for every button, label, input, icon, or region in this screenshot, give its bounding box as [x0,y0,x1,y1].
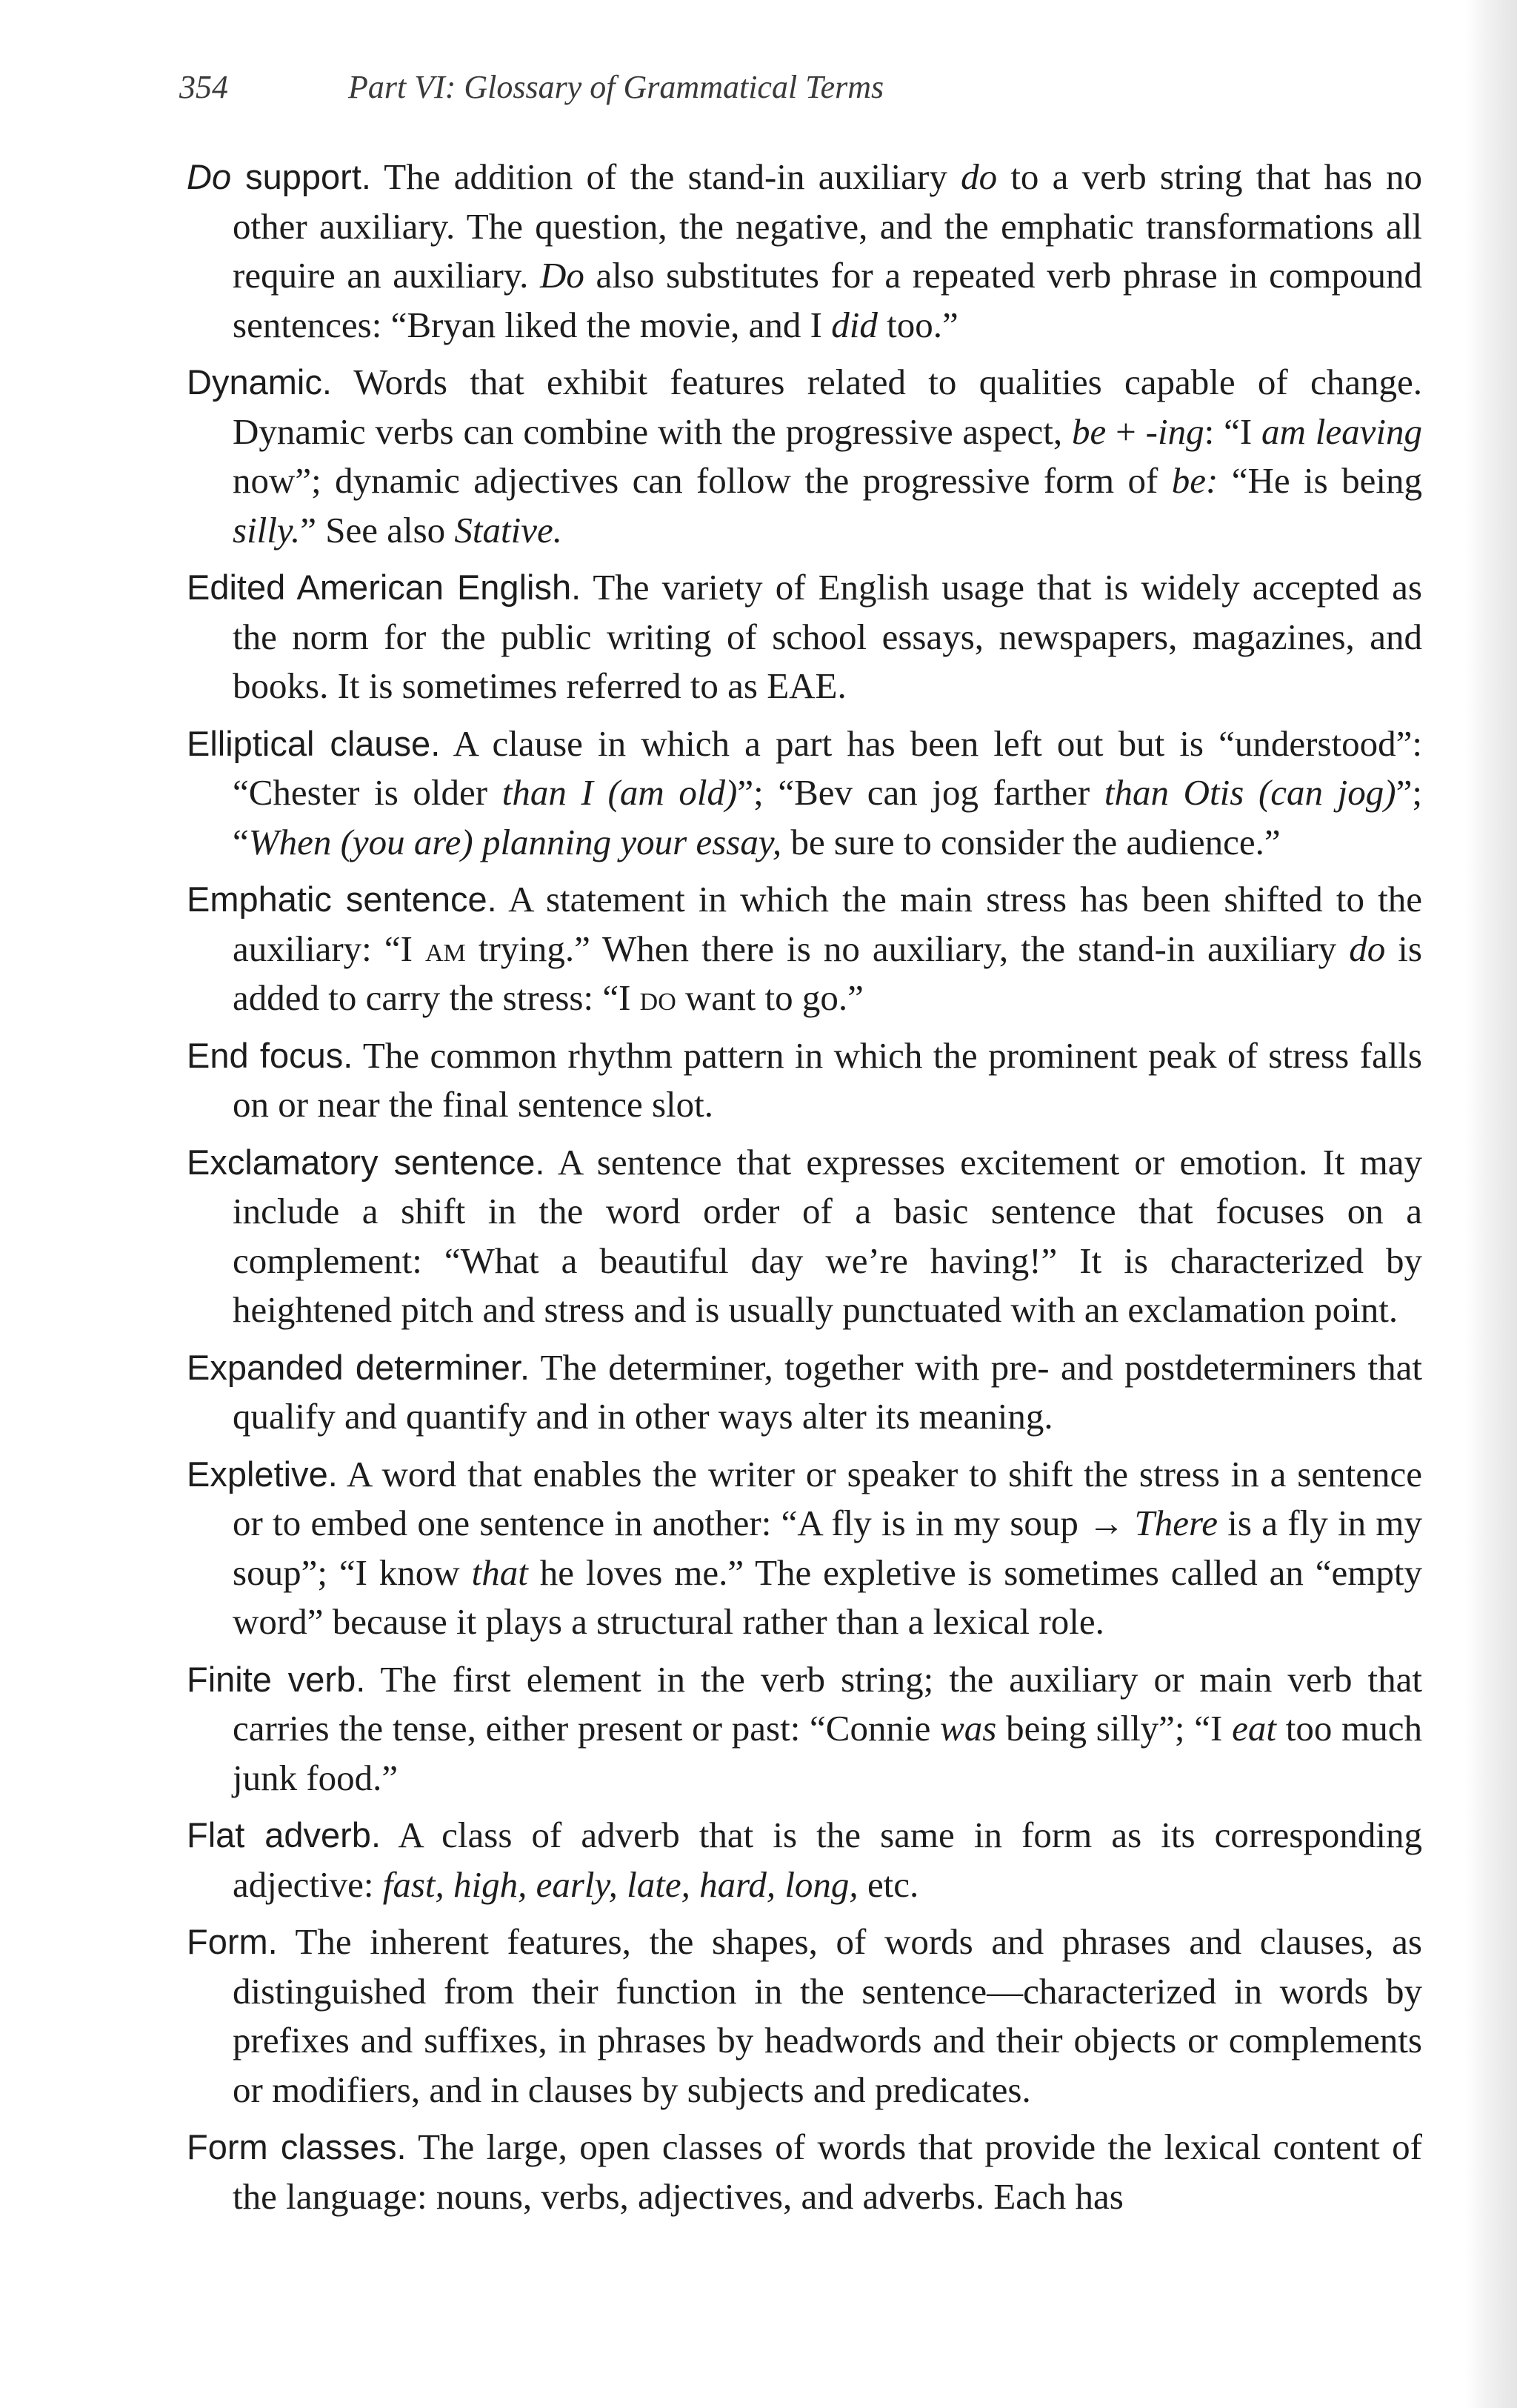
definition-italic-text: Stative. [454,509,562,551]
glossary-term-lead: Do [187,157,232,196]
definition-text: A class of adverb that is the same in form as its corresponding adjective: [233,1815,1422,1905]
definition-text: he loves me.” The expletive is sometimes called an “empty word” because it plays a structural rather than a lexical role. [233,1551,1422,1642]
glossary-entry [187,1655,1422,1803]
definition-italic-text: Do [540,255,584,296]
running-header [179,68,884,106]
definition-italic-text: eat [1232,1708,1276,1749]
definition-text: The determiner, together with pre- and postdeterminers that qualify and quantify and in other ways alter its meaning. [233,1346,1423,1437]
definition-text: too.” [877,304,958,345]
definition-italic-text: fast, high, early, late, hard, long, [382,1863,858,1905]
definition-text: Words that exhibit features related to qualities capable of change. Dynamic verbs can combine with the progressive aspect, [233,362,1422,452]
glossary-term-text: Dynamic. [187,362,332,402]
glossary-definition [233,156,1422,345]
running-title: Part VI: Glossary of Grammatical Terms [348,69,884,105]
definition-italic-text: than Otis (can jog) [1104,772,1396,813]
glossary-term-text: Expanded determiner. [187,1347,530,1387]
definition-italic-text: do [961,156,998,197]
glossary-entry [187,563,1422,711]
glossary-term [187,157,371,196]
glossary-definition [233,1659,1422,1798]
definition-italic-text: am leaving [1261,410,1422,452]
glossary-entry [187,1450,1422,1647]
definition-text: The variety of English usage that is widely accepted as the norm for the public writing of school essays, newspapers, magazines, and books. It is sometimes referred to as EAE. [233,567,1422,706]
page-edge-shadow [1465,0,1517,2408]
glossary-term [187,1143,544,1182]
definition-text: : “I [1204,410,1262,452]
glossary-term [187,1922,278,1961]
definition-text: too much junk food.” [233,1708,1422,1798]
glossary-term-text: Form. [187,1922,278,1961]
glossary-entry [187,153,1422,350]
definition-text: + [1106,410,1146,452]
definition-text: A statement in which the main stress has been shifted to the auxiliary: “I [233,879,1422,969]
definition-text: to a verb string that has no other auxiliary. The question, the negative, and the emphatic transformations all require an auxiliary. [233,156,1422,296]
glossary-term [187,362,332,402]
glossary-entry [187,875,1422,1023]
definition-text: also substitutes for a repeated verb phrase in compound sentences: “Bryan liked the movie, and I [233,255,1422,345]
definition-text: do [639,977,676,1018]
definition-italic-text: did [831,304,878,345]
definition-text: be sure to consider the audience.” [781,821,1281,862]
definition-italic-text: be: [1171,460,1218,501]
glossary-term [187,1036,353,1075]
glossary-term-text: support. [231,157,371,196]
definition-italic-text: -ing [1145,410,1204,452]
glossary-term [187,879,497,919]
definition-text: now”; dynamic adjectives can follow the progressive form of [233,460,1172,501]
definition-text: want to go.” [676,977,864,1018]
glossary-term [187,1348,530,1387]
glossary-term-text: Expletive. [187,1454,338,1494]
glossary-term-text: Finite verb. [187,1659,366,1699]
glossary-definition [233,1454,1422,1643]
definition-text: ”; “Bev can jog farther [737,772,1104,813]
definition-text: etc. [858,1863,919,1905]
glossary-entry [187,1343,1422,1442]
definition-text: The large, open classes of words that provide the lexical content of the language: nouns, verbs, adjectives, and adverbs. Each has [233,2126,1422,2217]
glossary-entry [187,1811,1422,1909]
definition-text: ”; “ [233,772,1422,862]
definition-text: The common rhythm pattern in which the prominent peak of stress falls on or near the final sentence slot. [233,1034,1422,1125]
glossary-definition [233,362,1422,551]
definition-text: am [424,928,466,969]
glossary-entry [187,2123,1422,2221]
glossary-term [187,568,581,607]
glossary-definition [233,2126,1422,2217]
definition-text: The addition of the stand-in auxiliary [370,156,961,197]
glossary-term-text: Form classes. [187,2127,407,2166]
definition-italic-text: silly. [233,509,301,551]
definition-italic-text: be [1072,410,1107,452]
glossary-definition [233,1815,1422,1905]
glossary-entries [187,153,1422,2229]
glossary-term [187,1454,338,1494]
glossary-term [187,724,440,763]
definition-text: is added to carry the stress: “I [233,928,1422,1018]
glossary-entry [187,358,1422,555]
glossary-term [187,2127,407,2166]
glossary-entry [187,1031,1422,1130]
definition-italic-text: that [471,1551,528,1593]
definition-italic-text: When (you are) planning your essay, [248,821,782,862]
glossary-term [187,1660,365,1699]
glossary-term-text: Emphatic sentence. [187,879,497,919]
glossary-definition [233,1035,1422,1125]
glossary-term-text: Exclamatory sentence. [187,1142,545,1182]
glossary-term-text: Edited American English. [187,568,581,607]
glossary-entry [187,1918,1422,2115]
definition-text: A sentence that expresses excitement or emotion. It may include a shift in the word order of a basic sentence that focuses on a complement: “What a beautiful day we’re having!” It is characterized by heightened pitch and stress and is usually punctuated with an exclamation point. [233,1141,1422,1330]
glossary-term-text: End focus. [187,1035,353,1075]
definition-text: A word that enables the writer or speaker to shift the stress in a sentence or to embed one sentence in another: “A fly is in my soup → [233,1453,1422,1543]
glossary-term-text: Flat adverb. [187,1815,381,1855]
definition-text: being silly”; “I [996,1708,1233,1749]
definition-text: ” See also [300,509,455,551]
glossary-entry [187,719,1422,868]
definition-text: The inherent features, the shapes, of words and phrases and clauses, as distinguished from their function in the sentence—characterized in words by prefixes and suffixes, in phrases by headwords and their objects or complements or modifiers, and in clauses by subjects and predicates. [233,1921,1422,2110]
page-number: 354 [179,69,228,105]
definition-text: The first element in the verb string; the auxiliary or main verb that carries the tense, either present or past: “Connie [233,1658,1423,1749]
definition-text: “He is being [1218,460,1422,501]
glossary-term-text: Elliptical clause. [187,723,441,763]
definition-text: is a fly in my soup”; “I know [233,1503,1423,1593]
glossary-entry [187,1138,1422,1335]
definition-italic-text: do [1349,928,1386,969]
definition-italic-text: was [940,1708,997,1749]
definition-italic-text: There [1134,1503,1218,1543]
glossary-term [187,1815,381,1855]
definition-text: trying.” When there is no auxiliary, the stand-in auxiliary [465,928,1350,969]
glossary-definition [233,1921,1422,2110]
definition-italic-text: than I (am old) [501,772,738,813]
definition-text: A clause in which a part has been left out but is “understood”: “Chester is older [233,722,1422,813]
